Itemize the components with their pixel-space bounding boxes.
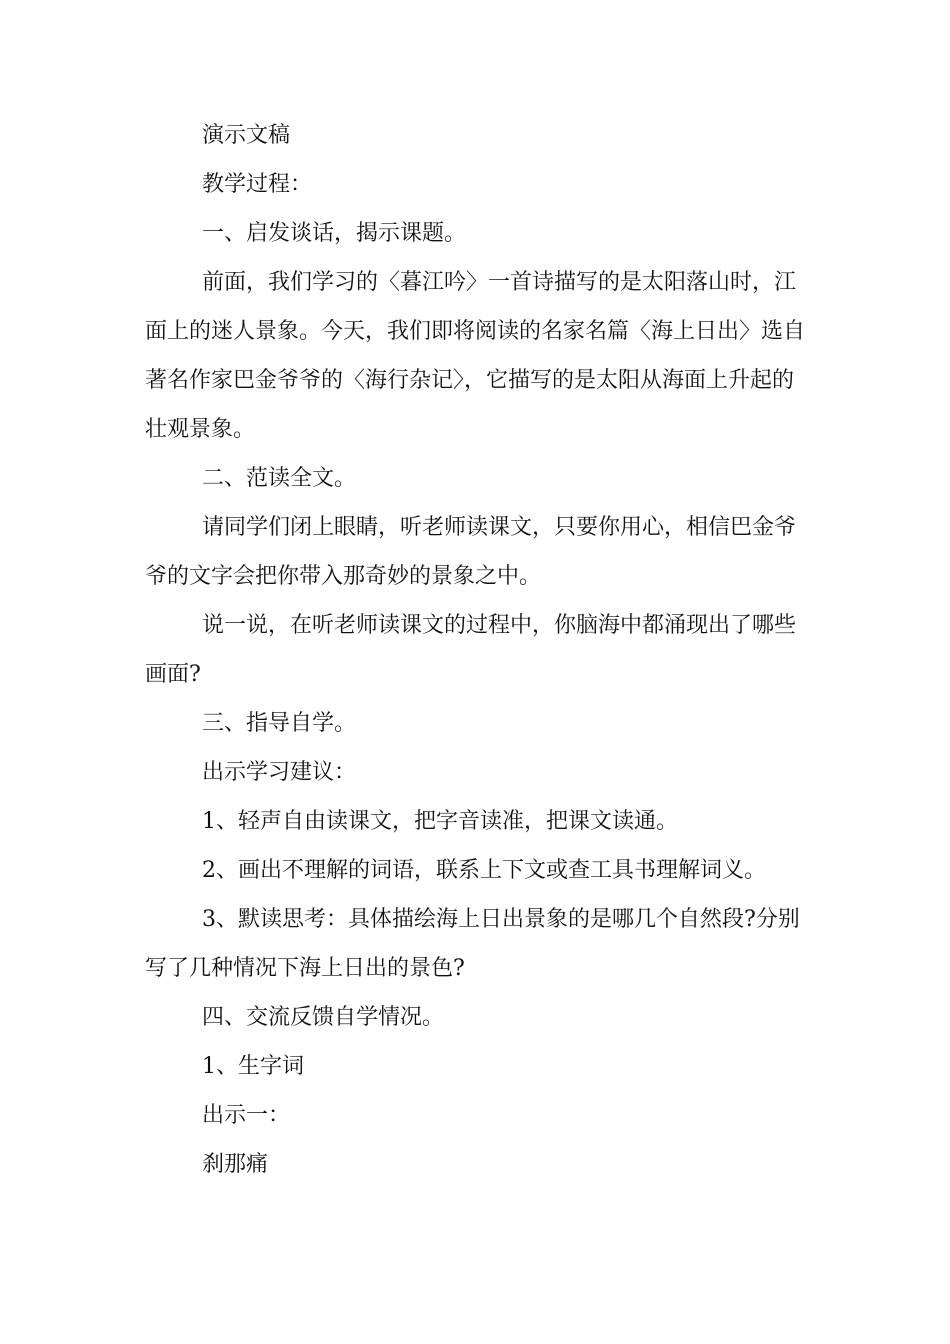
paragraph-teaching-process: 教学过程： [202, 172, 313, 197]
paragraph-suggestion-3: 3、默读思考：具体描绘海上日出景象的是哪几个自然段?分别写了几种情况下海上日出的景色? [145, 907, 800, 981]
document-body [145, 111, 810, 1189]
paragraph-listen-instruction: 请同学们闭上眼睛，听老师读课文，只要你用心，相信巴金爷爷的文字会把你带入那奇妙的景象之中。 [145, 515, 797, 589]
paragraph-section-2-heading: 二、范读全文。 [202, 466, 357, 491]
paragraph-section-1-heading: 一、启发谈话，揭示课题。 [202, 221, 467, 246]
paragraph-section-4-heading: 四、交流反馈自学情况。 [202, 1005, 445, 1030]
paragraph-show-one: 出示一： [202, 1103, 291, 1128]
paragraph-section-3-heading: 三、指导自学。 [202, 711, 357, 736]
paragraph-suggestion-2: 2、画出不理解的词语，联系上下文或查工具书理解词义。 [202, 858, 766, 883]
paragraph-intro-text: 前面，我们学习的〈暮江吟〉一首诗描写的是太阳落山时，江面上的迷人景象。今天，我们即将阅读的名家名篇〈海上日出〉选自著名作家巴金爷爷的〈海行杂记〉，它描写的是太阳从海面上升起的壮观景象。 [145, 270, 806, 442]
paragraph-discussion-prompt: 说一说，在听老师读课文的过程中，你脑海中都涌现出了哪些画面? [145, 613, 797, 687]
paragraph-suggestion-1: 1、轻声自由读课文，把字音读准，把课文读通。 [202, 809, 678, 834]
paragraph-vocabulary-heading: 1、生字词 [202, 1054, 304, 1079]
paragraph-word-list: 刹那痛 [202, 1152, 269, 1177]
paragraph-study-suggestions: 出示学习建议： [202, 760, 357, 785]
paragraph-doc-title: 演示文稿 [202, 123, 291, 148]
